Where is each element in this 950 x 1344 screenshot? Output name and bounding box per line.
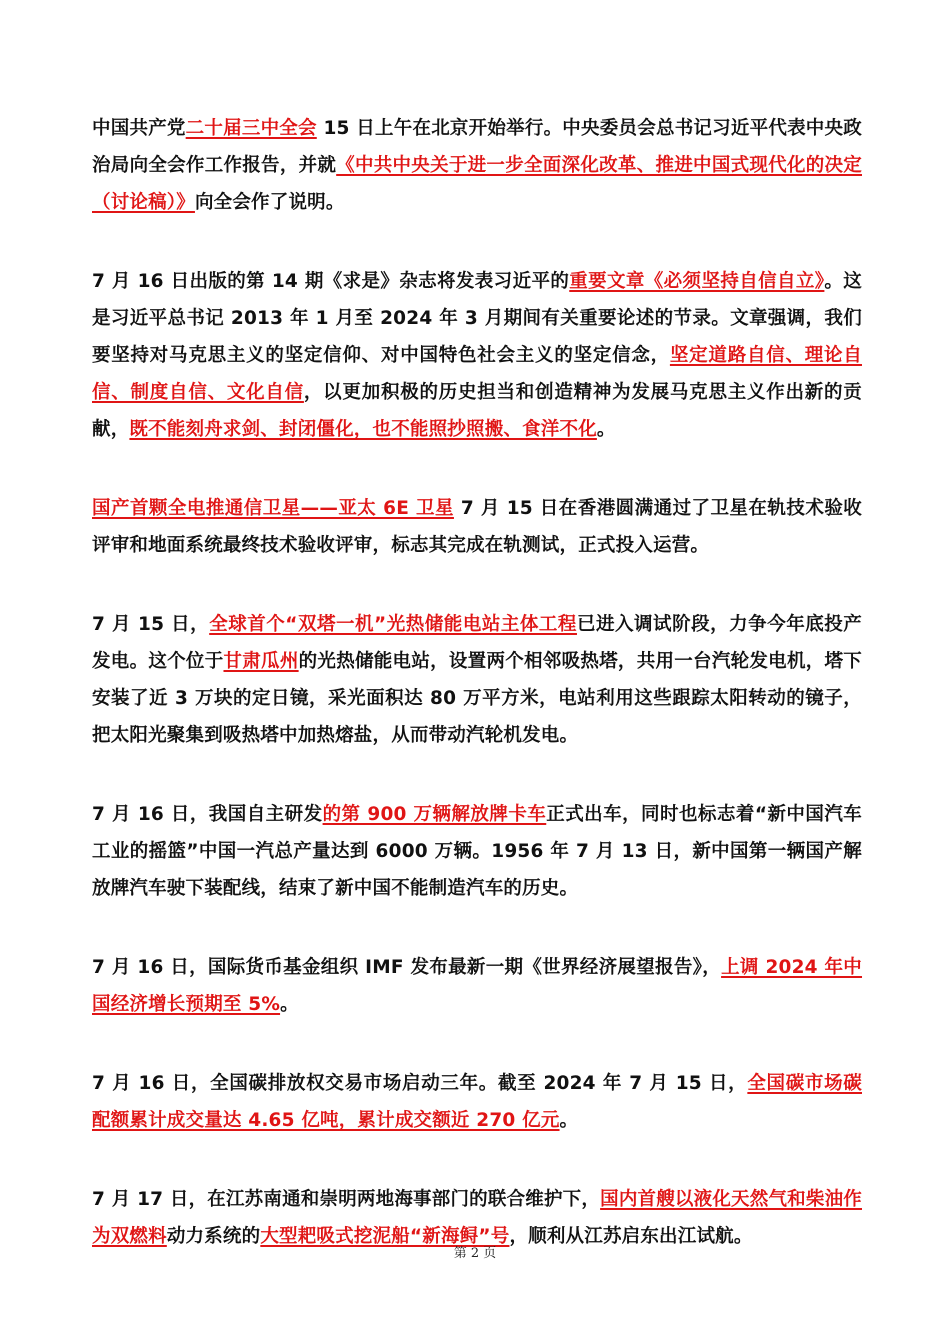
paragraph-text: 7 月 16 日，全国碳排放权交易市场启动三年。截至 2024 年 7 月 15 日， <box>92 1073 748 1094</box>
page-footer <box>0 1242 950 1261</box>
paragraph-text: 。 <box>559 1110 579 1131</box>
paragraph-text: 已进入调试阶段，力争今年底投产发电。这个位于 <box>92 614 862 672</box>
highlighted-text: 的第 900 万辆解放牌卡车 <box>322 804 547 825</box>
paragraph-text: 中国共产党 <box>92 118 186 139</box>
paragraph-text: 15 日上午在北京开始举行。中央委员会总书记习近平代表中央政治局向全会作工作报告，并就 <box>92 118 862 176</box>
paragraph-text: 7 月 17 日，在江苏南通和崇明两地海事部门的联合维护下， <box>92 1189 601 1210</box>
highlighted-text: 全球首个“双塔一机”光热储能电站主体工程 <box>209 614 577 635</box>
highlighted-text: 重要文章《必须坚持自信自立》 <box>569 271 825 292</box>
highlighted-text: 大型耙吸式挖泥船“新海鲟”号 <box>260 1226 510 1247</box>
news-paragraph <box>92 796 862 907</box>
highlighted-text: 《中共中央关于进一步全面深化改革、推进中国式现代化的决定（讨论稿）》 <box>92 155 862 213</box>
highlighted-text: 国内首艘以液化天然气和柴油作为双燃料 <box>92 1189 862 1247</box>
paragraph-text: 7 月 16 日，国际货币基金组织 IMF 发布最新一期《世界经济展望报告》， <box>92 957 722 978</box>
paragraph-text: 7 月 15 日， <box>92 614 210 635</box>
news-paragraph <box>92 263 862 448</box>
highlighted-text: 全国碳市场碳配额累计成交量达 4.65 亿吨，累计成交额近 270 亿元 <box>92 1073 862 1131</box>
highlighted-text: 二十届三中全会 <box>185 118 317 139</box>
paragraph-text: 。 <box>596 419 616 440</box>
article-body <box>92 110 862 1297</box>
paragraph-text: ，以更加积极的历史担当和创造精神为发展马克思主义作出新的贡献， <box>92 382 862 440</box>
paragraph-text: 7 月 16 日出版的第 14 期《求是》杂志将发表习近平的 <box>92 271 570 292</box>
highlighted-text: 甘肃瓜州 <box>223 651 299 672</box>
paragraph-text: 正式出车，同时也标志着“新中国汽车工业的摇篮”中国一汽总产量达到 6000 万辆。1956 年 7 月 13 日，新中国第一辆国产解放牌汽车驶下装配线，结束了新中国不能制造汽车的历史。 <box>92 804 862 899</box>
paragraph-text: 的光热储能电站，设置两个相邻吸热塔，共用一台汽轮发电机，塔下安装了近 3 万块的定日镜，采光面积达 80 万平方米，电站利用这些跟踪太阳转动的镜子，把太阳光聚集到吸热塔中加热熔盐，从而带动汽轮机发电。 <box>92 651 862 746</box>
page-number: 第 2 页 <box>453 1246 497 1261</box>
news-paragraph <box>92 606 862 754</box>
news-paragraph <box>92 490 862 564</box>
paragraph-text: ，顺利从江苏启东出江试航。 <box>509 1226 753 1247</box>
highlighted-text: 上调 2024 年中国经济增长预期至 5% <box>92 957 863 1015</box>
highlighted-text: 国产首颗全电推通信卫星——亚太 6E 卫星 <box>92 498 454 519</box>
paragraph-text: 。这是习近平总书记 2013 年 1 月至 2024 年 3 月期间有关重要论述的节录。文章强调，我们要坚持对马克思主义的坚定信仰、对中国特色社会主义的坚定信念， <box>92 271 862 366</box>
news-paragraph <box>92 110 862 221</box>
paragraph-text: 7 月 15 日在香港圆满通过了卫星在轨技术验收评审和地面系统最终技术验收评审，标志其完成在轨测试，正式投入运营。 <box>92 498 862 556</box>
paragraph-text: 。 <box>280 994 299 1015</box>
highlighted-text: 坚定道路自信、理论自信、制度自信、文化自信 <box>92 345 862 403</box>
paragraph-text: 动力系统的 <box>166 1226 261 1247</box>
news-paragraph <box>92 949 862 1023</box>
news-paragraph <box>92 1065 862 1139</box>
paragraph-text: 7 月 16 日，我国自主研发 <box>92 804 323 825</box>
paragraph-text: 向全会作了说明。 <box>194 192 345 213</box>
highlighted-text: 既不能刻舟求剑、封闭僵化，也不能照抄照搬、食洋不化 <box>129 419 597 440</box>
